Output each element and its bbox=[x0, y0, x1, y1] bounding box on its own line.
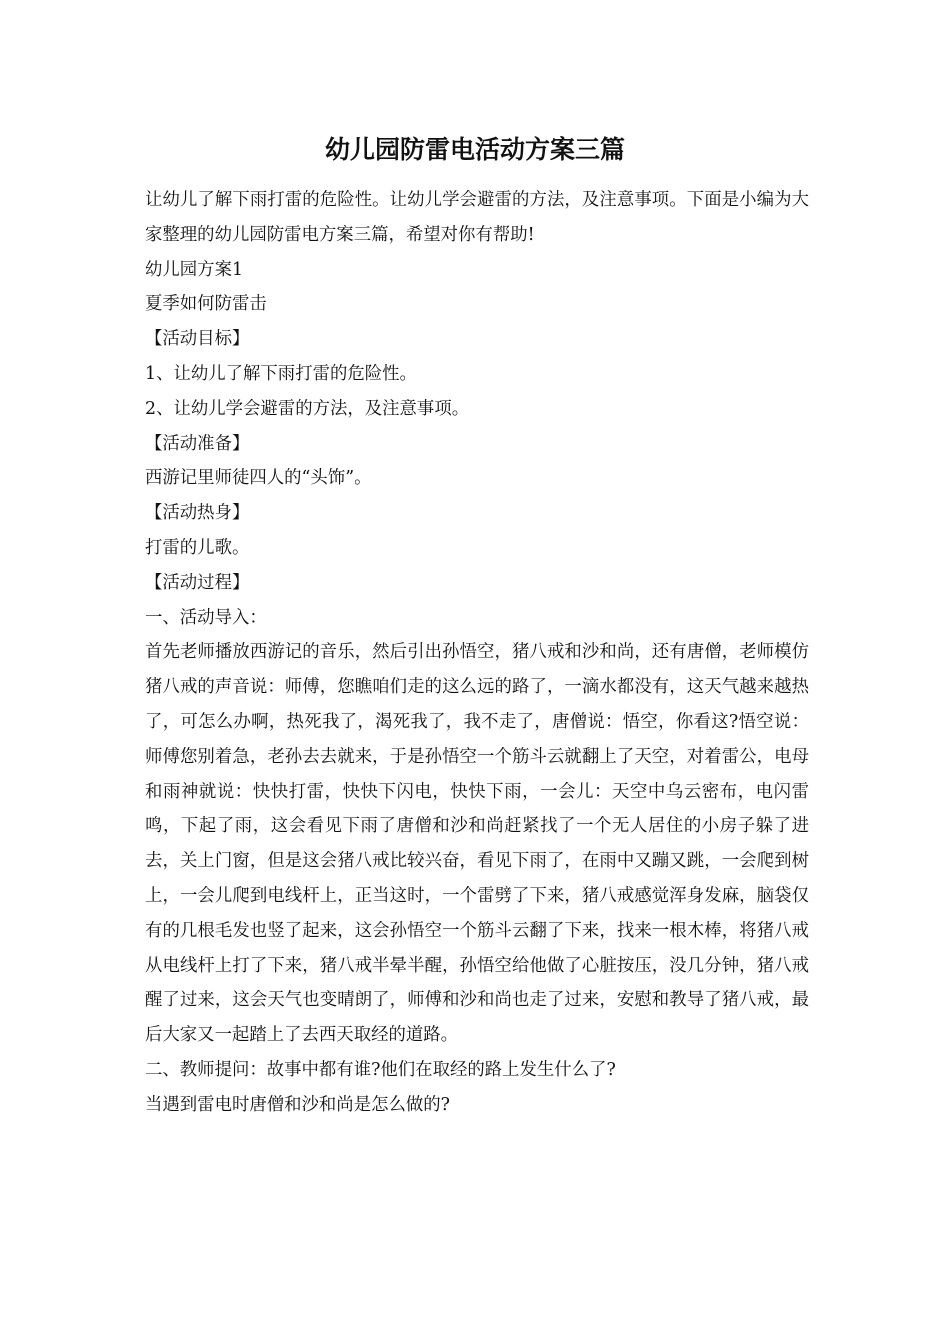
goal-item-1: 1、让幼儿了解下雨打雷的危险性。 bbox=[145, 363, 417, 384]
section-heading-preparation: 【活动准备】 bbox=[145, 433, 250, 454]
document-title: 幼儿园防雷电活动方案三篇 bbox=[324, 135, 625, 164]
plan-subtitle: 夏季如何防雷击 bbox=[145, 294, 267, 315]
goal-item-2: 2、让幼儿学会避雷的方法，及注意事项。 bbox=[145, 398, 470, 419]
plan-heading: 幼儿园方案1 bbox=[145, 259, 244, 280]
intro-paragraph: 让幼儿了解下雨打雷的危险性。让幼儿学会避雷的方法，及注意事项。下面是小编为大家整理的幼儿园防雷电方案三篇，希望对你有帮助! bbox=[145, 190, 809, 245]
story-paragraph: 首先老师播放西游记的音乐，然后引出孙悟空，猪八戒和沙和尚，还有唐僧，老师模仿猪八戒的声音说：师傅，您瞧咱们走的这么远的路了，一滴水都没有，这天气越来越热了，可怎么办啊，热死我了，渴死我了，我不走了，唐僧说：悟空，你看这?悟空说：师傅您别着急，老孙去去就来，于是孙悟空一个筋斗云就翻上了天空，对着雷公，电母和雨神就说：快快打雷，快快下闪电，快快下雨，一会儿：天空中乌云密布，电闪雷鸣，下起了雨，这会看见下雨了唐僧和沙和尚赶紧找了一个无人居住的小房子躲了进去，关上门窗，但是这会猪八戒比较兴奋，看见下雨了，在雨中又蹦又跳，一会爬到树上，一会儿爬到电线杆上，正当这时，一个雷劈了下来，猪八戒感觉浑身发麻，脑袋仅有的几根毛发也竖了起来，这会孙悟空一个筋斗云翻了下来，找来一根木棒，将猪八戒从电线杆上打了下来，猪八戒半晕半醒，孙悟空给他做了心脏按压，没几分钟，猪八戒醒了过来，这会天气也变晴朗了，师傅和沙和尚也走了过来，安慰和教导了猪八戒，最后大家又一起踏上了去西天取经的道路。 bbox=[145, 642, 809, 1046]
document-body bbox=[145, 183, 809, 1123]
preparation-text: 西游记里师徒四人的“头饰”。 bbox=[145, 468, 372, 489]
process-step-1-heading: 一、活动导入： bbox=[145, 607, 267, 628]
question-paragraph: 当遇到雷电时唐僧和沙和尚是怎么做的? bbox=[145, 1094, 450, 1115]
warmup-text: 打雷的儿歌。 bbox=[145, 537, 250, 558]
section-heading-goals: 【活动目标】 bbox=[145, 329, 250, 350]
section-heading-process: 【活动过程】 bbox=[145, 572, 250, 593]
section-heading-warmup: 【活动热身】 bbox=[145, 503, 250, 524]
process-step-2-heading: 二、教师提问：故事中都有谁?他们在取经的路上发生什么了? bbox=[145, 1059, 616, 1080]
